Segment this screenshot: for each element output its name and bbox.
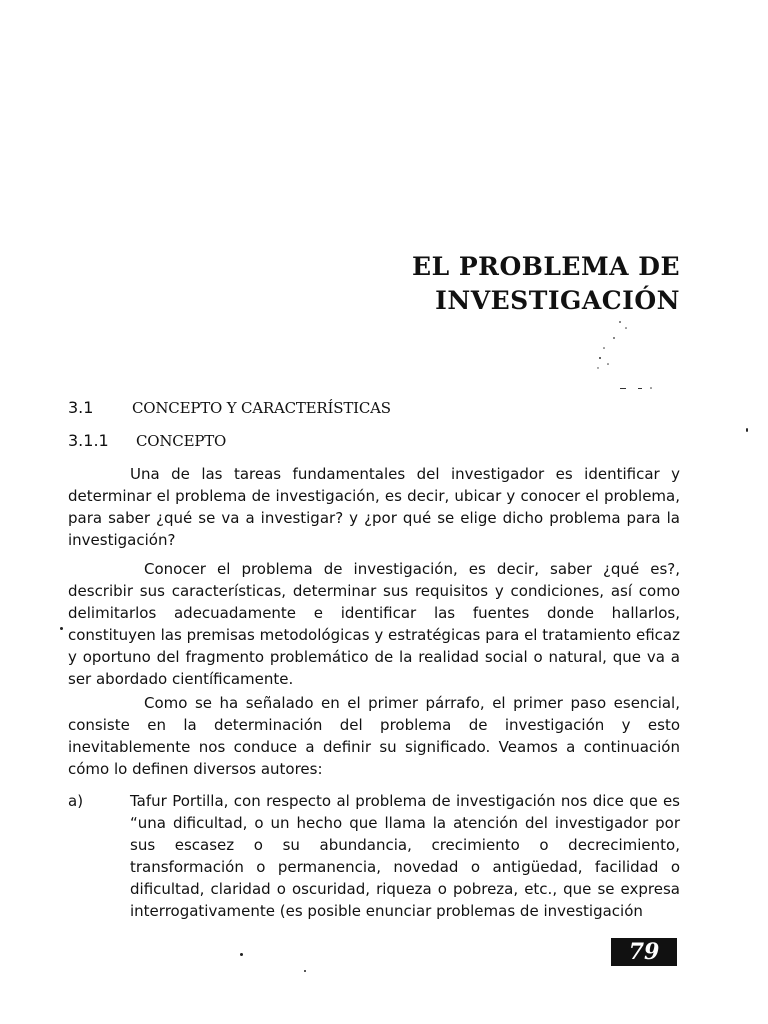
section-heading-3-1 <box>68 398 391 417</box>
scan-speck <box>746 428 748 432</box>
list-item-text: Tafur Portilla, con respecto al problema de investigación nos dice que es “una dificultad, o un hecho que llama la atención del investigador por sus escasez o su abundancia, crecimiento o decrecimiento, transformación o permanencia, novedad o antigüedad, facilidad o dificultad, claridad o oscuridad, riqueza o pobreza, etc., que se expresa interrogativamente (es posible enunciar problemas de investigación <box>130 792 680 920</box>
section-title: CONCEPTO Y CARACTERÍSTICAS <box>132 399 391 417</box>
paragraph-2: Conocer el problema de investigación, es decir, saber ¿qué es?, describir sus características, determinar sus requisitos y condiciones, así como delimitarlos adecuadamente e identificar las fuentes donde hallarlos, constituyen las premisas metodológicas y estratégicas para el tratamiento eficaz y oportuno del fragmento problemático de la realidad social o natural, que va a ser abordado científicamente. <box>68 560 680 688</box>
chapter-title <box>412 250 680 318</box>
section-number: 3.1 <box>68 398 94 417</box>
chapter-title-line-1: EL PROBLEMA DE <box>412 252 680 281</box>
section-number: 3.1.1 <box>68 431 109 450</box>
chapter-title-line-2: INVESTIGACIÓN <box>435 286 680 315</box>
scan-speck <box>60 627 63 630</box>
page-number-badge: 79 <box>611 938 677 966</box>
section-title: CONCEPTO <box>136 432 227 450</box>
scan-speck <box>240 953 243 956</box>
scan-noise-marks <box>590 318 660 398</box>
paragraph-3: Como se ha señalado en el primer párrafo, el primer paso esencial, consiste en la determinación del problema de investigación y esto inevitablemente nos conduce a definir su significado. Veamos a continuación cómo lo definen diversos autores: <box>68 694 680 778</box>
list-item-marker: a) <box>68 792 84 810</box>
scan-speck <box>304 970 306 972</box>
list-item <box>68 790 680 922</box>
paragraph-1: Una de las tareas fundamentales del investigador es identificar y determinar el problema de investigación, es decir, ubicar y conocer el problema, para saber ¿qué se va a investigar? y ¿por qué se elige dicho problema para la investigación? <box>68 465 680 549</box>
section-heading-3-1-1 <box>68 431 226 450</box>
